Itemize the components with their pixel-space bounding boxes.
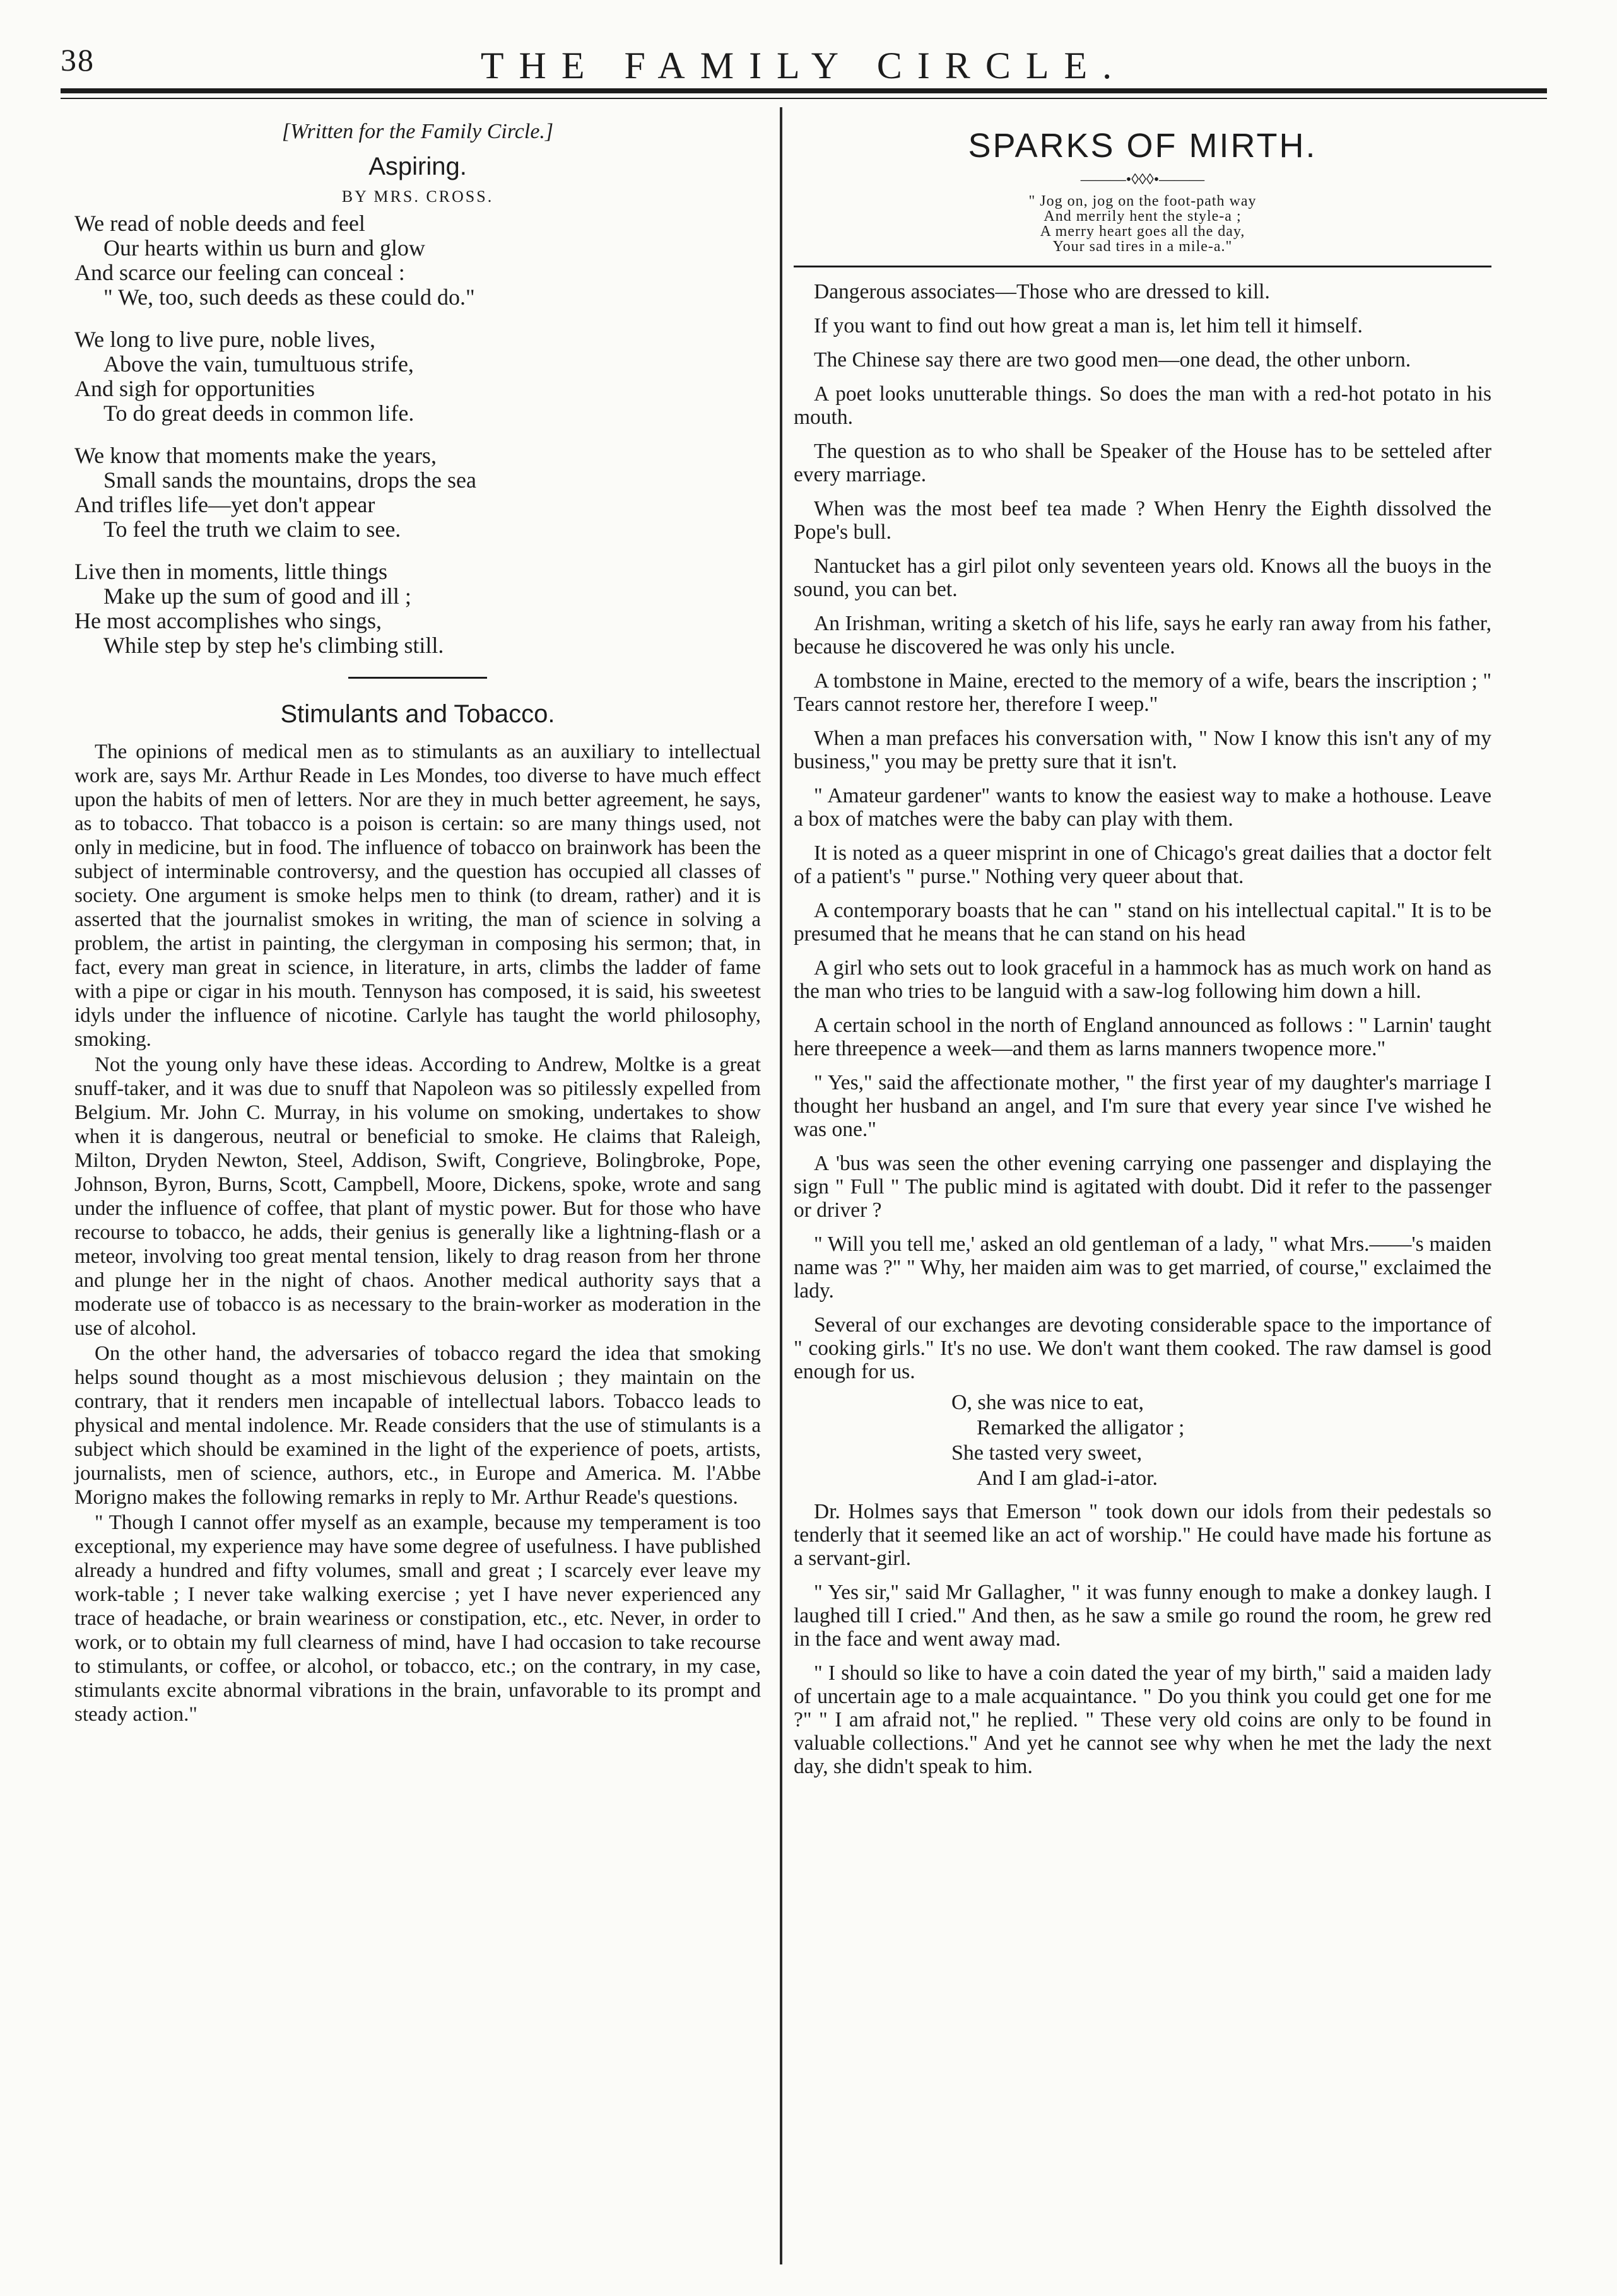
poem-body xyxy=(74,211,761,658)
joke-item: Nantucket has a girl pilot only seventeen years old. Knows all the buoys in the sound, you can bet. xyxy=(794,554,1491,601)
poem-line: Small sands the mountains, drops the sea xyxy=(103,467,476,493)
article-paragraph: On the other hand, the adversaries of tobacco regard the idea that smoking helps sound thought as a most mischievous delusion ; they maintain on the contrary, that it renders men incapable of intellectual labors. Tobacco leads to physical and mental indolence. Mr. Reade considers that the use of stimulants is a subject which should be examined in the light of the experience of poets, artists, journalists, men of science, authors, etc., in Europe and America. M. l'Abbe Morigno makes the following remarks in reply to Mr. Arthur Reade's questions. xyxy=(74,1342,761,1509)
poem-byline: BY MRS. CROSS. xyxy=(341,187,494,206)
joke-item: " Yes sir," said Mr Gallagher, " it was funny enough to make a donkey laugh. I laughed till I cried." And then, as he saw a smile go round the room, he grew red in the face and went away mad. xyxy=(794,1581,1491,1651)
poem-credit: [Written for the Family Circle.] xyxy=(281,120,554,143)
joke-item: A certain school in the north of England announced as follows : " Larnin' taught here threepence a week—and them as larns manners twopence more." xyxy=(794,1014,1491,1060)
mirth-title: SPARKS OF MIRTH. xyxy=(968,127,1317,165)
left-column xyxy=(74,120,761,1728)
epigraph-line: " Jog on, jog on the foot-path way xyxy=(1028,193,1257,209)
article-paragraph: " Though I cannot offer myself as an example, because my temperament is too exceptional, my experience may have some degree of usefulness. I have published already a hundred and fifty volumes, small and great ; I scarcely ever leave my work-table ; I never take walking exercise ; yet I have never experienced any trace of headache, or brain weariness or constipation, etc., etc. Never, in order to work, or to obtain my full clearness of mind, have I had occasion to take recourse to stimulants, or coffee, or alcohol, or tobacco, etc.; on the contrary, in my case, stimulants excite abnormal vibrations in the brain, unfavorable to its prompt and steady action." xyxy=(74,1511,761,1726)
joke-item: " I should so like to have a coin dated the year of my birth," said a maiden lady of uncertain age to a male acquaintance. " Do you think you could get one for me ?" " I am afraid not," he replied. " These very old coins are only to be found in valuable collections." And yet he cannot see why when he met the lady the next day, she didn't speak to him. xyxy=(794,1661,1491,1778)
joke-item: " Amateur gardener" wants to know the easiest way to make a hothouse. Leave a box of matches were the baby can play with them. xyxy=(794,784,1491,831)
epigraph xyxy=(794,194,1491,254)
poem-line: Make up the sum of good and ill ; xyxy=(103,583,411,609)
joke-item: The question as to who shall be Speaker of the House has to be setteled after every marriage. xyxy=(794,440,1491,486)
joke-item: A girl who sets out to look graceful in a hammock has as much work on hand as the man who tries to be languid with a saw-log following him down a hill. xyxy=(794,956,1491,1003)
verse-block xyxy=(794,1390,1491,1491)
poem-line: To do great deeds in common life. xyxy=(103,401,415,426)
poem-line: Our hearts within us burn and glow xyxy=(103,235,425,261)
poem-line: And sigh for opportunities xyxy=(74,376,315,401)
poem-line: To feel the truth we claim to see. xyxy=(103,517,401,542)
verse-line: And I am glad-i-ator. xyxy=(977,1467,1158,1490)
poem-line: Live then in moments, little things xyxy=(74,559,387,584)
joke-item: " Yes," said the affectionate mother, " the first year of my daughter's marriage I thought her husband an angel, and I'm sure that every year since I've wished he was one." xyxy=(794,1071,1491,1141)
joke-item: A poet looks unutterable things. So does the man with a red-hot potato in his mouth. xyxy=(794,382,1491,429)
column-divider xyxy=(780,107,782,2264)
joke-item: It is noted as a queer misprint in one of Chicago's great dailies that a doctor felt of a patient's " purse." Nothing very queer about that. xyxy=(794,841,1491,888)
jokes-list xyxy=(794,280,1491,1778)
joke-item: If you want to find out how great a man is, let him tell it himself. xyxy=(814,314,1363,337)
poem-line: And trifles life—yet don't appear xyxy=(74,492,375,517)
joke-item: Dr. Holmes says that Emerson " took down our idols from their pedestals so tenderly that it seemed like an act of worship." He could have made his fortune as a servant-girl. xyxy=(794,1500,1491,1570)
joke-item: " Will you tell me,' asked an old gentleman of a lady, " what Mrs.——'s maiden name was ?" " Why, her maiden aim was to get married, of course," exclaimed the lady. xyxy=(794,1233,1491,1303)
ornament-divider: ———•◊◊◊•——— xyxy=(1080,172,1205,188)
joke-item: A 'bus was seen the other evening carrying one passenger and displaying the sign " Full " The public mind is agitated with doubt. Did it refer to the passenger or driver ? xyxy=(794,1152,1491,1222)
page-number: 38 xyxy=(61,42,95,78)
section-rule xyxy=(348,677,487,679)
joke-item: Several of our exchanges are devoting considerable space to the importance of " cooking girls." It's no use. We don't want them cooked. The raw damsel is good enough for us. xyxy=(794,1313,1491,1383)
poem-line: We long to live pure, noble lives, xyxy=(74,327,375,352)
joke-item: The Chinese say there are two good men—one dead, the other unborn. xyxy=(814,348,1411,372)
poem-line: And scarce our feeling can conceal : xyxy=(74,260,405,285)
epigraph-line: A merry heart goes all the day, xyxy=(1040,223,1245,240)
joke-item: An Irishman, writing a sketch of his life, says he early ran away from his father, because he discovered he was only his uncle. xyxy=(794,612,1491,659)
poem-stanza xyxy=(74,327,761,426)
article-paragraph: The opinions of medical men as to stimulants as an auxiliary to intellectual work are, says Mr. Arthur Reade in Les Mondes, too diverse to have much effect upon the habits of men of letters. Nor are they in much better agreement, he says, as to tobacco. That tobacco is a poison is certain: so are many things used, not only in medicine, but in food. The influence of tobacco on brainwork has been the subject of interminable controversy, and the question has occupied all classes of society. One argument is smoke helps men to think (to dream, rather) and it is asserted that the journalist smokes in writing, the man of science in solving a problem, the artist in painting, the clergyman in composing his sermon; that, in fact, every man great in science, in literature, in arts, climbs the ladder of fame with a pipe or cigar in his mouth. Tennyson has composed, it is said, his sweetest idyls under the influence of nicotine. Carlyle has taught the world philosophy, smoking. xyxy=(74,741,761,1051)
header-rule-thick xyxy=(61,88,1547,93)
article-paragraph: Not the young only have these ideas. According to Andrew, Moltke is a great snuff-taker, and it was due to snuff that Napoleon was so pitilessly expelled from Belgium. Mr. John C. Murray, in his volume on smoking, undertakes to show when it is dangerous, neutral or beneficial to smoke. He claims that Raleigh, Milton, Dryden Newton, Steel, Addison, Swift, Congrieve, Bolingbroke, Pope, Johnson, Byron, Burns, Scott, Campbell, Moore, Dickens, spoke, wrote and sang under the influence of coffee, that plant of mystic power. But for those who have recourse to tobacco, he adds, their genius is generally like a lightning-flash or a meteor, involving too great mental tension, likely to drag reason from her throne and plunge her in the night of chaos. Another medical authority says that a moderate use of tobacco is as necessary to the brain-worker as moderation in the use of alcohol. xyxy=(74,1053,761,1340)
poem-line: We know that moments make the years, xyxy=(74,443,437,468)
header-rule-thin xyxy=(61,98,1547,99)
poem-stanza xyxy=(74,559,761,658)
poem-line: He most accomplishes who sings, xyxy=(74,608,382,633)
poem-line: " We, too, such deeds as these could do." xyxy=(103,284,475,310)
section-rule xyxy=(794,266,1491,267)
right-column xyxy=(794,126,1491,1789)
joke-item: When was the most beef tea made ? When Henry the Eighth dissolved the Pope's bull. xyxy=(794,497,1491,544)
poem-line: While step by step he's climbing still. xyxy=(103,633,444,658)
verse-line: She tasted very sweet, xyxy=(951,1441,1143,1465)
masthead-title: THE FAMILY CIRCLE. xyxy=(480,45,1127,86)
poem-stanza xyxy=(74,211,761,310)
verse-line: Remarked the alligator ; xyxy=(977,1416,1185,1439)
verse-line: O, she was nice to eat, xyxy=(951,1391,1144,1414)
poem-line: Above the vain, tumultuous strife, xyxy=(103,351,414,377)
article-title: Stimulants and Tobacco. xyxy=(280,700,555,728)
joke-item: When a man prefaces his conversation with, " Now I know this isn't any of my business," you may be pretty sure that it isn't. xyxy=(794,727,1491,773)
epigraph-line: Your sad tires in a mile-a." xyxy=(1052,238,1233,255)
poem-title: Aspiring. xyxy=(368,153,467,180)
epigraph-line: And merrily hent the style-a ; xyxy=(1044,208,1242,225)
poem-stanza xyxy=(74,443,761,542)
joke-item: A tombstone in Maine, erected to the memory of a wife, bears the inscription ; " Tears cannot restore her, therefore I weep." xyxy=(794,669,1491,716)
joke-item: A contemporary boasts that he can " stand on his intellectual capital." It is to be presumed that he means that he can stand on his head xyxy=(794,899,1491,946)
poem-line: We read of noble deeds and feel xyxy=(74,211,365,236)
joke-item: Dangerous associates—Those who are dressed to kill. xyxy=(814,280,1270,303)
